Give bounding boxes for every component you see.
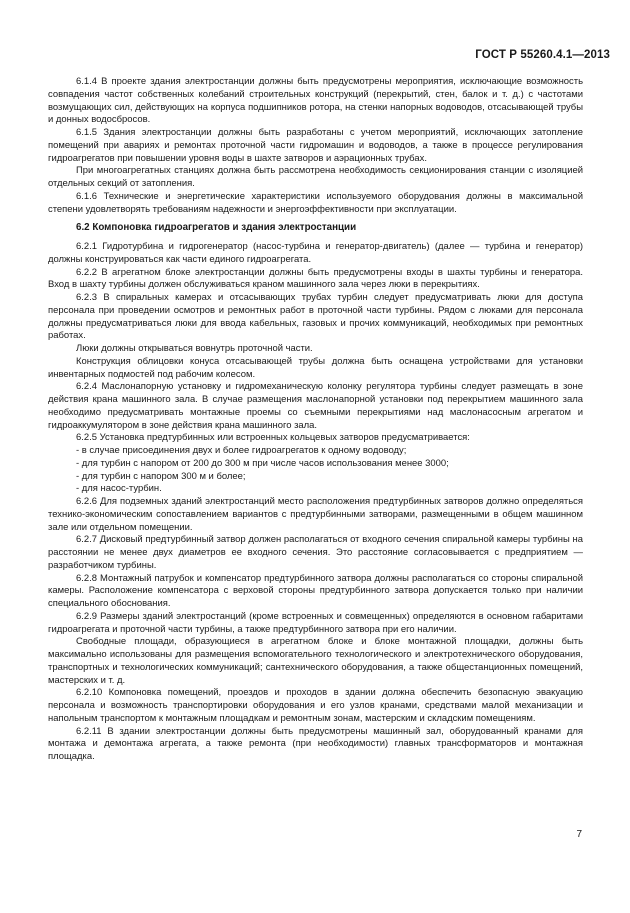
paragraph-6-2-7: 6.2.7 Дисковый предтурбинный затвор должен располагаться от входного сечения спиральной камеры турбины на расстоянии не менее двух диаметров ее входного сечения. Это расстояние согласовывается с предприятием — разработчиком турбины. — [48, 534, 583, 571]
paragraph-6-2-1: 6.2.1 Гидротурбина и гидрогенератор (насос-турбина и генератор-двигатель) (далее — турбина и генератор) должны конструироваться как части единого гидроагрегата. — [48, 241, 583, 265]
paragraph-6-2-5: 6.2.5 Установка предтурбинных или встроенных кольцевых затворов предусматривается: — [76, 432, 470, 444]
paragraph-6-2-6: 6.2.6 Для подземных зданий электростанций место расположения предтурбинных затворов должно определяться технико-экономическим сопоставлением вариантов с предтурбинными затворами, размещенными в общем машинном зале или отдельном помещении. — [48, 496, 583, 533]
paragraph-6-2-8: 6.2.8 Монтажный патрубок и компенсатор предтурбинного затвора должны располагаться со стороны спиральной камеры. Расположение компенсатора с верховой стороны предтурбинного затвора допускается только при наличии специального обоснования. — [48, 572, 583, 609]
list-item: - в случае присоединения двух и более гидроагрегатов к одному водоводу; — [76, 445, 407, 456]
paragraph-6-1-4: 6.1.4 В проекте здания электростанции должны быть предусмотрены мероприятия, исключающие возможность совпадения частот собственных колебаний строительных конструкций (перекрытий, стен, балок и т. д.) с частотами возмущающих сил, действующих на корпуса подшипников ротора, на стенки напорных водоводов, отсасывающей трубы и донных водосбросов. — [48, 76, 583, 126]
paragraph-hatches-open: Люки должны открываться вовнутрь проточной части. — [76, 343, 313, 354]
paragraph-cone-lining: Конструкция облицовки конуса отсасывающей трубы должна быть оснащена устройствами для установки инвентарных подмостей под рабочим колесом. — [48, 355, 583, 380]
list-item: - для насос-турбин. — [76, 483, 162, 495]
paragraph-6-2-10: 6.2.10 Компоновка помещений, проездов и проходов в здании должна обеспечить безопасную эвакуацию персонала и возможность транспортировки оборудования и его узлов кранами, средствами малой механизации и напольным транспортом к монтажным площадкам и ремонтным зонам, мастерским и складским помещениям. — [48, 687, 583, 724]
standard-header: ГОСТ Р 55260.4.1—2013 — [475, 49, 610, 61]
page-number: 7 — [576, 829, 582, 840]
paragraph-6-2-3: 6.2.3 В спиральных камерах и отсасывающих трубах турбин следует предусматривать люки для доступа персонала при проведении осмотров и ремонтных работ в проточной части турбины. Рядом с люками для персонала должны предусматриваться люки для ввода кабельных, газовых и прочих коммуникаций, необходимых при ремонтных работах. — [48, 292, 583, 342]
paragraph-6-2-11: 6.2.11 В здании электростанции должны быть предусмотрены машинный зал, оборудованный кранами для монтажа и демонтажа агрегата, а также ремонта (при необходимости) главных трансформаторов и монтажная площадка. — [48, 725, 583, 762]
list-item: - для турбин с напором 300 м и более; — [76, 470, 246, 482]
paragraph-multi-unit-stations: При многоагрегатных станциях должна быть рассмотрена необходимость секционирования станции с изоляцией отдельных секций от затопления. — [48, 165, 583, 189]
paragraph-free-areas: Свободные площади, образующиеся в агрегатном блоке и блоке монтажной площадки, должны быть максимально использованы для размещения вспомогательного технологического и электротехнического оборудования, транспортных и технологических коммуникаций; сантехнического оборудования, а также общестанционных помещений, мастерских и т. д. — [48, 636, 583, 686]
list-item: - для турбин с напором от 200 до 300 м при числе часов использования менее 3000; — [76, 457, 449, 469]
section-heading-6-2: 6.2 Компоновка гидроагрегатов и здания электростанции — [76, 222, 357, 234]
paragraph-6-2-4: 6.2.4 Маслонапорную установку и гидромеханическую колонку регулятора турбины следует размещать в зоне действия крана машинного зала. В случае размещения маслонапорной установки под перекрытием машинного зала необходимо предусматривать монтажные проемы со съемными перекрытиями над маслонасосным агрегатом и гидроаккумулятором в зоне действия крана машинного зала. — [48, 381, 583, 431]
document-body — [48, 76, 583, 764]
paragraph-6-2-9: 6.2.9 Размеры зданий электростанций (кроме встроенных и совмещенных) определяются в основном габаритами гидроагрегата и проточной части турбины, а также предтурбинного затвора при его наличии. — [48, 610, 583, 635]
paragraph-6-2-2: 6.2.2 В агрегатном блоке электростанции должны быть предусмотрены входы в шахты турбины и генератора. Вход в шахту турбины должен обслуживаться краном машинного зала через люки в перекрытиях. — [48, 266, 583, 291]
paragraph-6-1-5: 6.1.5 Здания электростанции должны быть разработаны с учетом мероприятий, исключающих затопление помещений при авариях и ремонтах проточной части гидромашин и водоводов, а также в процессе регулирования гидроагрегатов при повышении уровня воды в шахте затворов и аэрационных трубах. — [48, 127, 583, 164]
paragraph-6-1-6: 6.1.6 Технические и энергетические характеристики используемого оборудования должны в максимальной степени удовлетворять требованиям надежности и энергоэффективности при эксплуатации. — [48, 190, 583, 215]
